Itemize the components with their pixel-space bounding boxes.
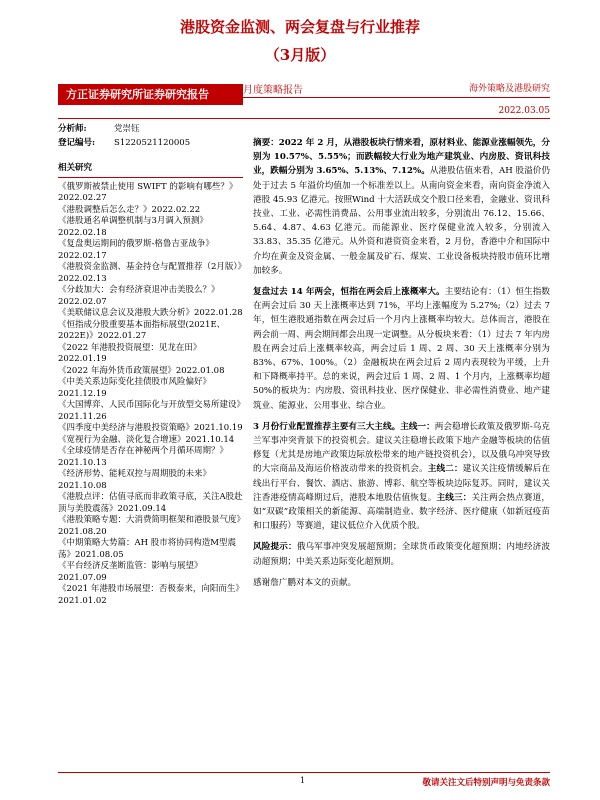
theme-one-label: 主线一： bbox=[400, 421, 435, 432]
related-item[interactable]: 《宽视行为金融、淡化复合增速》2021.10.14 bbox=[58, 434, 235, 445]
analyst-label: 分析师: bbox=[58, 124, 87, 134]
registration-number: S1220521120005 bbox=[114, 137, 191, 148]
related-item[interactable]: 《四季度中美经济与港股投资策略》2021.10.19 bbox=[58, 423, 243, 433]
related-research-list bbox=[58, 182, 243, 608]
summary-lead: 摘要：2022 年 2 月，从港股板块行情来看，原材料业、能源业涨幅领先，分别为 10.57%、5.55%；而跌幅较大行业为地产建筑业、内房股、资讯科技业，跌幅分别为 3.65%、5.13%、7.12%。 bbox=[253, 138, 550, 177]
registration-label: 登记编号: bbox=[58, 137, 96, 148]
theme-two-text: 建议关注疫情缓解后在线出行平台、餐饮、酒店、旅游、博彩、航空等板块边际复苏。同时，建议关注香港疫情高峰期过后，港股本地股估值恢复。 bbox=[253, 464, 550, 503]
analyst-name: 党崇钰 bbox=[114, 124, 140, 134]
sector-lead: 3 月份行业配置推荐主要有三大主线。 bbox=[253, 421, 401, 432]
two-sessions-paragraph bbox=[253, 285, 550, 413]
sector-paragraph bbox=[253, 420, 550, 534]
sidebar bbox=[58, 124, 243, 607]
registration-row bbox=[58, 138, 243, 150]
related-item[interactable]: 《恒指成分股重要基本面指标展望(2021E、2022E)》2022.01.27 bbox=[58, 319, 226, 341]
related-item[interactable]: 《美联储议息会议及港股大跌分析》2022.01.28 bbox=[58, 308, 243, 318]
report-type: 月度策略报告 bbox=[243, 85, 303, 96]
related-item[interactable]: 《2022 年港股投资展望：见龙在田》2022.01.19 bbox=[58, 342, 202, 364]
related-item[interactable]: 《平台经济反垄断监管：影响与展望》2021.07.09 bbox=[58, 561, 203, 583]
institution-banner: 方正证券研究所证券研究报告 bbox=[58, 84, 243, 105]
main-body bbox=[253, 136, 550, 597]
disclaimer-link[interactable]: 敬请关注文后特别声明与免责条款 bbox=[422, 778, 550, 788]
theme-three-text: 关注两会热点赛道，如“双碳”政策相关的新能源、高端制造业、数字经济、医疗健康（如新冠疫苗和口服药）等赛道，建议低位介入优质个股。 bbox=[253, 492, 550, 532]
report-subtitle: （3月版） bbox=[264, 46, 336, 64]
acknowledgement: 感谢詹广鹏对本文的贡献。 bbox=[253, 577, 357, 588]
risk-text: 俄乌军事冲突发展超预期；全球货币政策变化超预期；内地经济波动超预期；中美关系边际变化超预期。 bbox=[253, 542, 550, 567]
related-item[interactable]: 《2021 年港股市场展望：否极泰来，向阳而生》2021.01.02 bbox=[58, 584, 240, 606]
related-item[interactable]: 《港股调整后怎么走？》2022.02.22 bbox=[58, 204, 201, 215]
two-sessions-text: 主要结论有：（1）恒生指数在两会过后 30 天上涨概率达到 71%，平均上涨幅度为 5.27%;（2）过去 7 年，恒生港股通指数在两会过后一个月内上涨概率均较大。总体而言，港股在两会前一周、两会期间都会出现一定调整。从分板块来看：（1）过去 7 年内房股在两会过后上涨概率较高，两会过后 1 周、2 周、30 天上涨概率分别为 83%、67%、100%。（2）金融板块在两会过后 2 周内表现较为平缓，上升和下降概率持平。总的来说，两会过后 1 周、2 周、1 个月内，上涨概率均超 50%的板块为：内房股、资讯科技业、医疗保健业、非必需性消费业、地产建筑业、能源业、公用事业、综合业。 bbox=[253, 287, 550, 411]
report-title: 港股资金监测、两会复盘与行业推荐 bbox=[179, 18, 420, 36]
footer-rule bbox=[58, 772, 550, 773]
related-item[interactable]: 《俄罗斯被禁止使用 SWIFT 的影响有哪些？》2022.02.27 bbox=[58, 181, 238, 203]
theme-three-label: 主线三： bbox=[436, 492, 472, 503]
page-number: 1 bbox=[300, 776, 306, 785]
analyst-row bbox=[58, 124, 243, 136]
summary-paragraph bbox=[253, 136, 550, 278]
theme-two-label: 主线二： bbox=[427, 464, 463, 475]
risk-lead: 风险提示： bbox=[253, 542, 297, 553]
section-label: 海外策略及港股研究 bbox=[468, 84, 550, 94]
related-item[interactable]: 《中美关系边际变化挂债股市风险偏好》2021.12.19 bbox=[58, 377, 212, 399]
report-date: 2022.03.05 bbox=[498, 106, 550, 116]
related-item[interactable]: 《大国博弈、人民币国际化与开放型交易所建设》2021.11.26 bbox=[58, 400, 241, 422]
related-item[interactable]: 《港股资金监测、基金持仓与配置推荐（2月版）》2022.02.13 bbox=[58, 262, 242, 284]
related-item[interactable]: 《港股点评：估值寻底而非政策寻底，关注A股赴顶与美股震荡》2021.09.14 bbox=[58, 492, 243, 514]
top-rule bbox=[58, 118, 550, 119]
two-sessions-lead: 复盘过去 14 年两会，恒指在两会后上涨概率大。 bbox=[253, 287, 445, 298]
related-item[interactable]: 《经济形势、能耗双控与周期股的未来》2021.10.08 bbox=[58, 469, 212, 491]
related-item[interactable]: 《中期策略大势篇：AH 股市将协同构造M型震荡》2021.08.05 bbox=[58, 538, 236, 560]
related-item[interactable]: 《港股策略专题：大消费简明框架和港股景气度》2021.08.20 bbox=[58, 515, 241, 537]
risk-paragraph bbox=[253, 540, 550, 568]
header-rule bbox=[243, 97, 550, 98]
related-item[interactable]: 《港股通名单调整机制与3月调入预测》2022.02.18 bbox=[58, 216, 208, 238]
related-item[interactable]: 《2022 年海外货币政策展望》2022.01.08 bbox=[58, 365, 225, 376]
related-research-heading: 相关研究 bbox=[58, 163, 243, 178]
related-item[interactable]: 《分歧加大：会有经济衰退冲击美股么？》2022.02.07 bbox=[58, 285, 220, 307]
related-item[interactable]: 《全球疫情是否存在神秘两个月循环周期？》2021.10.13 bbox=[58, 446, 229, 468]
related-item[interactable]: 《复盘奥运期间的俄罗斯-格鲁吉亚战争》2022.02.17 bbox=[58, 239, 214, 261]
theme-one-text: 两会稳增长政策及俄罗斯-乌克兰军事冲突背景下的投资机会。建议关注稳增长政策下地产金融等板块的估值修复（尤其是房地产政策边际放松带来的地产链投资机会），以及俄乌冲突导致的大宗商品及海运价格波动带来的投资机会。 bbox=[253, 421, 550, 475]
summary-text: 从港股估值来看，AH 股溢价仍处于过去 5 年溢价均值加一个标准差以上。从南向资金来看，南向资金净流入港股 45.93 亿港元。按照Wind 十大活跃成交个股口径来看，金融业、资讯科技业、工业、必需性消费品、公用事业流出较多，分别流出 76.12、15.66、5.64、4.87、4.63 亿港元。而能源业、医疗保健业流入较多，分别流入 33.83、35.35 亿港元。从外资和港资资金来看，2 月份，香港中介和国际中介均在黄金及资金属、一般金属及矿石、煤炭、工业设备板块持股市值环比增加较多。 bbox=[253, 166, 550, 276]
